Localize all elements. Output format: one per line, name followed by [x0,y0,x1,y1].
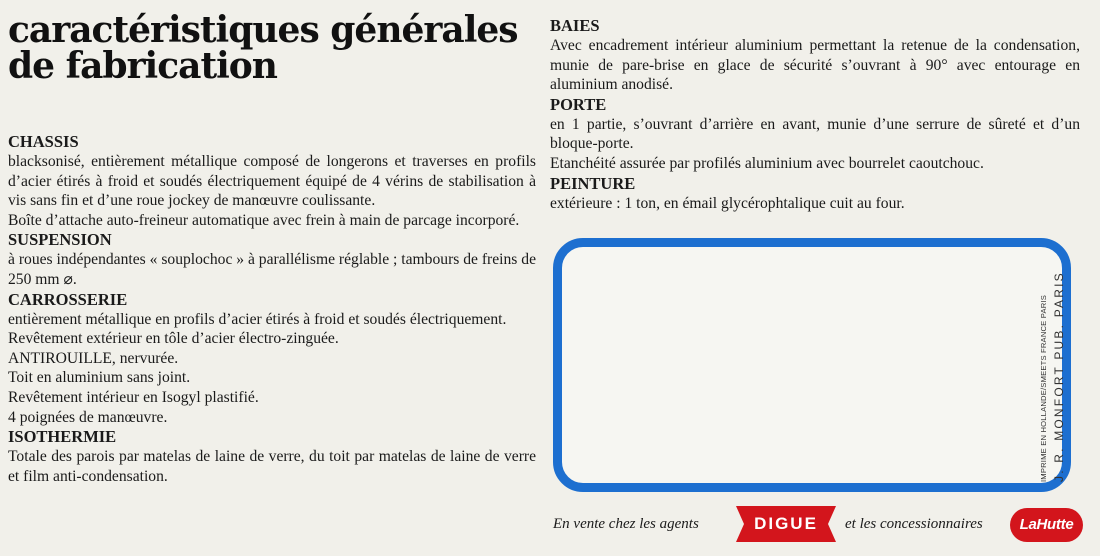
right-column [550,16,1080,213]
section-heading: SUSPENSION [8,230,112,250]
section-paragraph: à roues indépendantes « souplochoc » à parallélisme réglable ; tambours de freins de 250 mm ⌀. [8,251,536,288]
section-heading: ISOTHERMIE [8,427,117,447]
section-paragraph: Etanchéité assurée par profilés aluminium avec bourrelet caoutchouc. [550,154,984,172]
section-paragraph: 4 poignées de manœuvre. [8,408,168,426]
title-spacer [8,84,536,132]
footer-text-dealers: et les concessionnaires [845,516,983,532]
section-paragraph: Revêtement intérieur en Isogyl plastifié. [8,388,259,406]
section-paragraph: blacksonisé, entièrement métallique composé de longerons et traverses en profils d’acier étirés à froid et soudés électriquement équipé de 4 vérins de stabilisation à vis sans fin et d’une roue jockey de manœuvre coulissante. [8,153,536,210]
section-paragraph: Boîte d’attache auto-freineur automatique avec frein à main de parcage incorporé. [8,211,520,229]
section-paragraph: en 1 partie, s’ouvrant d’arrière en avant, munie d’une serrure de sûreté et d’un bloque-porte. [550,115,1080,153]
section-heading: CARROSSERIE [8,289,128,309]
section-paragraph: Avec encadrement intérieur aluminium permettant la retenue de la condensation, munie de pare-brise en glace de sécurité s’ouvrant à 90° avec entourage en aluminium anodisé. [550,37,1080,94]
section-paragraph: entièrement métallique en profils d’acier étirés à froid et soudés électriquement. [8,310,507,328]
section-isothermie [8,427,536,486]
section-porte [550,95,1080,174]
left-column [8,9,536,486]
printer-imprint [1038,262,1082,482]
section-heading: PEINTURE [550,173,636,193]
section-suspension [8,230,536,289]
section-baies [550,16,1080,95]
title-line-1: caractéristiques générales [8,9,518,51]
section-paragraph: extérieure : 1 ton, en émail glycérophtalique cuit au four. [550,194,905,212]
section-paragraph: ANTIROUILLE, nervurée. [8,349,179,367]
digue-logo-text: DIGUE [754,514,818,533]
section-heading: BAIES [550,16,600,35]
imprint-line-2: J. R. MONFORT PUB. PARIS [1052,271,1066,482]
section-carrosserie [8,290,536,428]
section-paragraph: Toit en aluminium sans joint. [8,369,191,387]
section-paragraph: Totale des parois par matelas de laine de verre, du toit par matelas de laine de verre et film anti-condensation. [8,448,536,485]
footer-text-agents: En vente chez les agents [553,516,699,532]
dealer-stamp-frame [553,238,1071,492]
page-title [8,9,536,87]
digue-logo [736,506,836,542]
title-line-2: de fabrication [8,45,277,87]
section-chassis [8,132,536,230]
section-peinture [550,174,1080,214]
section-heading: CHASSIS [8,132,79,151]
footer [553,506,1088,546]
imprint-line-1: IMPRIME EN HOLLANDE/SMEETS FRANCE PARIS [1039,295,1048,482]
section-heading: PORTE [550,94,607,114]
imprint-rotated [1038,262,1082,482]
lahutte-logo: LaHutte [1010,508,1083,542]
section-paragraph: Revêtement extérieur en tôle d’acier électro-zinguée. [8,330,339,348]
